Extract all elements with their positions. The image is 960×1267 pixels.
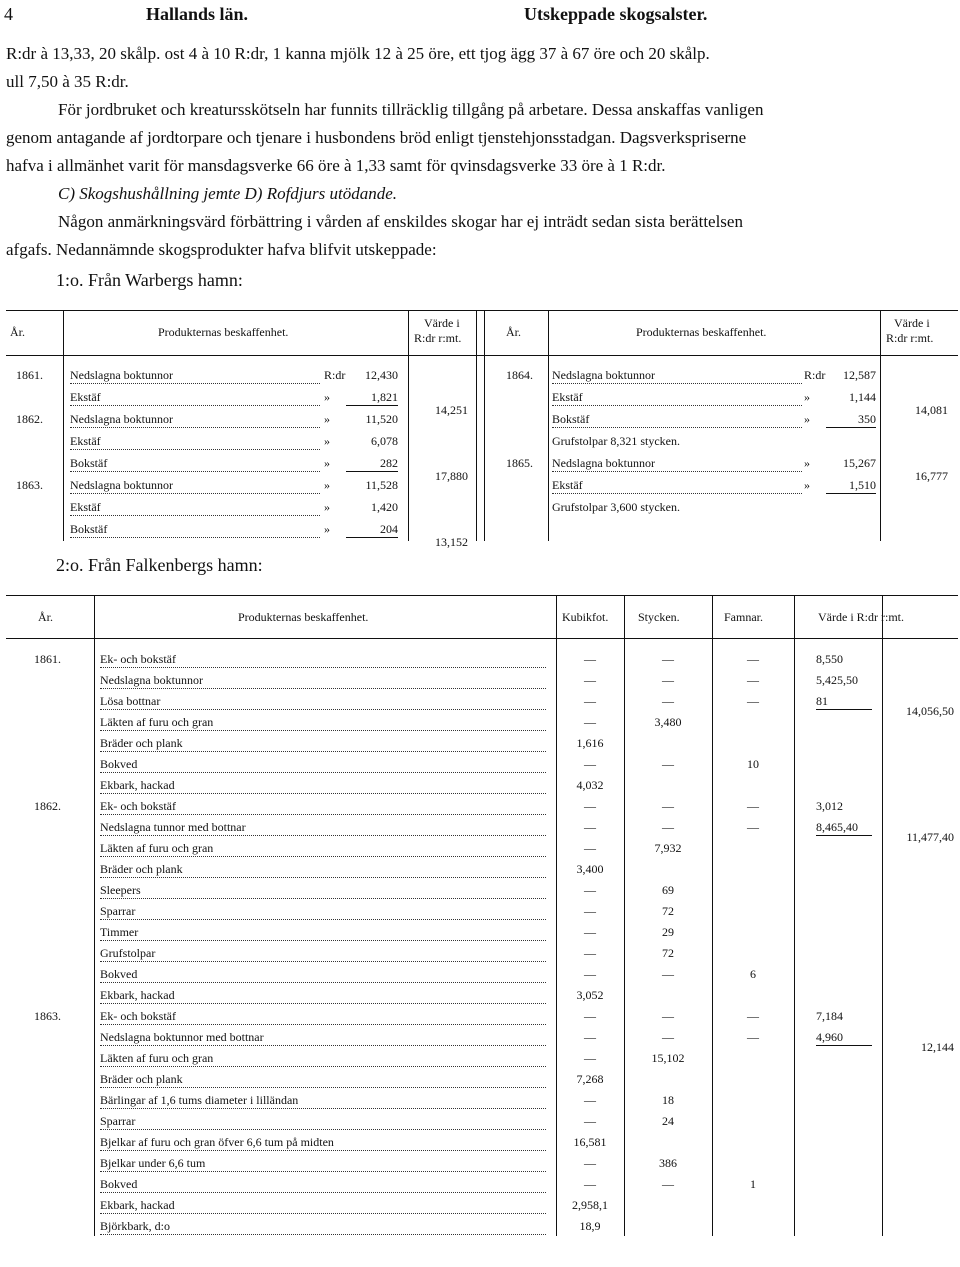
group-total: 12,144 bbox=[921, 1040, 954, 1054]
stycken-cell: — bbox=[662, 799, 674, 813]
product-name: Ek- och bokstäf bbox=[100, 1009, 546, 1025]
kubikfot-cell: — bbox=[584, 694, 596, 708]
stycken-cell: — bbox=[662, 757, 674, 771]
section-heading: C) Skogshushållning jemte D) Rofdjurs utödande. bbox=[58, 184, 398, 203]
famnar-cell: 6 bbox=[750, 967, 756, 981]
header-rule bbox=[6, 355, 958, 356]
text-line: ull 7,50 à 35 R:dr. bbox=[6, 72, 129, 91]
row-year: 1861. bbox=[16, 368, 43, 382]
column-rule bbox=[794, 596, 795, 1236]
product-name: Ekstäf bbox=[552, 390, 802, 406]
value-prefix: » bbox=[804, 412, 810, 426]
product-name: Nedslagna boktunnor bbox=[70, 478, 320, 494]
row-year: 1864. bbox=[506, 368, 533, 382]
kubikfot-cell: — bbox=[584, 799, 596, 813]
group-total: 16,777 bbox=[915, 469, 948, 484]
row-year: 1865. bbox=[506, 456, 533, 470]
stycken-cell: — bbox=[662, 652, 674, 666]
kubikfot-cell: — bbox=[584, 1030, 596, 1044]
col-head-famnar: Famnar. bbox=[724, 610, 763, 624]
product-name: Bokstäf bbox=[70, 522, 320, 538]
kubikfot-cell: — bbox=[584, 1156, 596, 1170]
value-prefix: » bbox=[324, 412, 330, 426]
product-name: Bokved bbox=[100, 967, 546, 983]
stycken-cell: 72 bbox=[662, 946, 674, 960]
kubikfot-cell: — bbox=[584, 925, 596, 939]
value-cell: 15,267 bbox=[843, 456, 876, 470]
column-rule bbox=[712, 596, 713, 1236]
product-name: Bräder och plank bbox=[100, 1072, 546, 1088]
product-name: Timmer bbox=[100, 925, 546, 941]
kubikfot-cell: 16,581 bbox=[573, 1135, 607, 1149]
product-name: Nedslagna boktunnor bbox=[552, 368, 802, 384]
text-line: Någon anmärkningsvärd förbättring i vården af enskildes skogar har ej inträdt sedan sista berättelsen bbox=[58, 212, 743, 231]
kubikfot-cell: — bbox=[584, 820, 596, 834]
product-name: Ekbark, hackad bbox=[100, 778, 546, 794]
value-prefix: » bbox=[804, 478, 810, 492]
product-name: Läkten af furu och gran bbox=[100, 1051, 546, 1067]
header-county: Hallands län. bbox=[146, 4, 249, 24]
kubikfot-cell: — bbox=[584, 883, 596, 897]
product-name: Bokstäf bbox=[552, 412, 802, 428]
value-prefix: R:dr bbox=[324, 368, 346, 382]
product-name: Ek- och bokstäf bbox=[100, 652, 546, 668]
col-head-value: Värde i bbox=[424, 316, 460, 330]
product-name: Bjelkar af furu och gran öfver 6,6 tum på midten bbox=[100, 1135, 546, 1151]
col-head-product: Produkternas beskaffenhet. bbox=[158, 325, 289, 339]
value-prefix: » bbox=[324, 434, 330, 448]
product-name: Bärlingar af 1,6 tums diameter i lilländan bbox=[100, 1093, 546, 1109]
stycken-cell: 7,932 bbox=[654, 841, 682, 855]
value-cell: 1,510 bbox=[826, 478, 876, 494]
page-number: 4 bbox=[4, 4, 13, 24]
row-year: 1863. bbox=[34, 1009, 61, 1023]
product-name: Bjelkar under 6,6 tum bbox=[100, 1156, 546, 1172]
kubikfot-cell: 2,958,1 bbox=[572, 1198, 608, 1212]
famnar-cell: — bbox=[747, 820, 759, 834]
product-name: Ekstäf bbox=[70, 390, 320, 406]
kubikfot-cell: 1,616 bbox=[576, 736, 604, 750]
product-name: Björkbark, d:o bbox=[100, 1219, 546, 1235]
col-head-year: År. bbox=[38, 610, 53, 624]
kubikfot-cell: — bbox=[584, 1177, 596, 1191]
product-name: Ekbark, hackad bbox=[100, 1198, 546, 1214]
famnar-cell: — bbox=[747, 1009, 759, 1023]
value-prefix: » bbox=[324, 456, 330, 470]
product-name: Ekstäf bbox=[552, 478, 802, 494]
value-cell: 3,012 bbox=[816, 799, 843, 813]
falkenberg-table bbox=[6, 595, 958, 1236]
row-year: 1861. bbox=[34, 652, 61, 666]
value-cell: 204 bbox=[346, 522, 398, 538]
col-head-product: Produkternas beskaffenhet. bbox=[238, 610, 369, 624]
product-name: Nedslagna boktunnor med bottnar bbox=[100, 1030, 546, 1046]
kubikfot-cell: — bbox=[584, 1093, 596, 1107]
stycken-cell: 72 bbox=[662, 904, 674, 918]
body-text bbox=[6, 40, 956, 264]
column-rule bbox=[624, 596, 625, 1236]
warberg-table bbox=[6, 310, 958, 550]
kubikfot-cell: — bbox=[584, 946, 596, 960]
col-head-value: Värde i R:dr r:mt. bbox=[818, 610, 904, 624]
kubikfot-cell: 3,052 bbox=[576, 988, 604, 1002]
text-line: För jordbruket och kreatursskötseln har funnits tillräcklig tillgång på arbetare. Dessa anskaffas vanligen bbox=[58, 100, 764, 119]
stycken-cell: — bbox=[662, 1030, 674, 1044]
value-cell: 81 bbox=[816, 694, 872, 710]
col-head-stycken: Stycken. bbox=[638, 610, 680, 624]
header-rule bbox=[6, 638, 958, 639]
column-rule bbox=[548, 311, 549, 541]
product-name: Grufstolpar 3,600 stycken. bbox=[552, 500, 680, 514]
kubikfot-cell: — bbox=[584, 1114, 596, 1128]
section-title-falkenberg: 2:o. Från Falkenbergs hamn: bbox=[56, 555, 263, 575]
column-rule bbox=[408, 311, 409, 541]
product-name: Nedslagna tunnor med bottnar bbox=[100, 820, 546, 836]
kubikfot-cell: — bbox=[584, 1051, 596, 1065]
value-cell: 8,465,40 bbox=[816, 820, 872, 836]
kubikfot-cell: 3,400 bbox=[576, 862, 604, 876]
product-name: Nedslagna boktunnor bbox=[70, 368, 320, 384]
famnar-cell: — bbox=[747, 694, 759, 708]
product-name: Nedslagna boktunnor bbox=[552, 456, 802, 472]
stycken-cell: 15,102 bbox=[651, 1051, 685, 1065]
product-name: Bräder och plank bbox=[100, 862, 546, 878]
col-head-value: R:dr r:mt. bbox=[886, 331, 934, 345]
row-year: 1863. bbox=[16, 478, 43, 492]
stycken-cell: — bbox=[662, 694, 674, 708]
group-total: 14,251 bbox=[435, 403, 468, 418]
stycken-cell: 29 bbox=[662, 925, 674, 939]
value-cell: 350 bbox=[826, 412, 876, 428]
product-name: Grufstolpar bbox=[100, 946, 546, 962]
section-title-warberg: 1:o. Från Warbergs hamn: bbox=[56, 270, 243, 290]
col-head-value: Värde i bbox=[894, 316, 930, 330]
value-cell: 5,425,50 bbox=[816, 673, 858, 687]
famnar-cell: — bbox=[747, 799, 759, 813]
product-name: Ek- och bokstäf bbox=[100, 799, 546, 815]
stycken-cell: 18 bbox=[662, 1093, 674, 1107]
product-name: Lösa bottnar bbox=[100, 694, 546, 710]
kubikfot-cell: 18,9 bbox=[579, 1219, 601, 1233]
product-name: Grufstolpar 8,321 stycken. bbox=[552, 434, 680, 448]
group-total: 17,880 bbox=[435, 469, 468, 484]
value-cell: 1,144 bbox=[849, 390, 876, 404]
value-prefix: » bbox=[804, 390, 810, 404]
text-line: hafva i allmänhet varit för mansdagsverke 66 öre à 1,33 samt för qvinsdagsverke 33 öre à 1 R:dr. bbox=[6, 156, 666, 175]
product-name: Nedslagna boktunnor bbox=[70, 412, 320, 428]
stycken-cell: — bbox=[662, 1177, 674, 1191]
stycken-cell: — bbox=[662, 967, 674, 981]
product-name: Sparrar bbox=[100, 904, 546, 920]
product-name: Ekstäf bbox=[70, 500, 320, 516]
value-prefix: » bbox=[324, 500, 330, 514]
value-cell: 11,528 bbox=[365, 478, 398, 492]
stycken-cell: — bbox=[662, 1009, 674, 1023]
kubikfot-cell: 7,268 bbox=[576, 1072, 604, 1086]
stycken-cell: 3,480 bbox=[654, 715, 682, 729]
kubikfot-cell: — bbox=[584, 673, 596, 687]
famnar-cell: — bbox=[747, 652, 759, 666]
kubikfot-cell: — bbox=[584, 652, 596, 666]
value-cell: 1,420 bbox=[371, 500, 398, 514]
value-cell: 282 bbox=[346, 456, 398, 472]
kubikfot-cell: — bbox=[584, 904, 596, 918]
page-header bbox=[0, 0, 960, 34]
product-name: Läkten af furu och gran bbox=[100, 841, 546, 857]
product-name: Ekstäf bbox=[70, 434, 320, 450]
text-line: afgafs. Nedannämnde skogsprodukter hafva blifvit utskeppade: bbox=[6, 240, 437, 259]
stycken-cell: — bbox=[662, 820, 674, 834]
value-prefix: » bbox=[324, 390, 330, 404]
kubikfot-cell: — bbox=[584, 967, 596, 981]
column-rule bbox=[882, 596, 883, 1236]
group-total: 14,056,50 bbox=[906, 704, 954, 718]
product-name: Bokved bbox=[100, 1177, 546, 1193]
column-rule bbox=[880, 311, 881, 541]
product-name: Ekbark, hackad bbox=[100, 988, 546, 1004]
value-cell: 1,821 bbox=[346, 390, 398, 406]
row-year: 1862. bbox=[34, 799, 61, 813]
famnar-cell: — bbox=[747, 673, 759, 687]
value-cell: 7,184 bbox=[816, 1009, 843, 1023]
kubikfot-cell: — bbox=[584, 1009, 596, 1023]
value-cell: 12,430 bbox=[365, 368, 398, 382]
kubikfot-cell: 4,032 bbox=[576, 778, 604, 792]
col-head-year: År. bbox=[506, 325, 521, 339]
product-name: Bräder och plank bbox=[100, 736, 546, 752]
value-cell: 12,587 bbox=[843, 368, 876, 382]
product-name: Sleepers bbox=[100, 883, 546, 899]
value-prefix: » bbox=[804, 456, 810, 470]
stycken-cell: 69 bbox=[662, 883, 674, 897]
col-head-value: R:dr r:mt. bbox=[414, 331, 462, 345]
value-prefix: R:dr bbox=[804, 368, 826, 382]
product-name: Nedslagna boktunnor bbox=[100, 673, 546, 689]
column-rule bbox=[476, 311, 477, 541]
product-name: Läkten af furu och gran bbox=[100, 715, 546, 731]
value-cell: 4,960 bbox=[816, 1030, 872, 1046]
row-year: 1862. bbox=[16, 412, 43, 426]
product-name: Bokstäf bbox=[70, 456, 320, 472]
stycken-cell: 24 bbox=[662, 1114, 674, 1128]
famnar-cell: 1 bbox=[750, 1177, 756, 1191]
column-rule bbox=[63, 311, 64, 541]
group-total: 14,081 bbox=[915, 403, 948, 418]
column-rule bbox=[484, 311, 485, 541]
value-cell: 6,078 bbox=[371, 434, 398, 448]
famnar-cell: 10 bbox=[747, 757, 759, 771]
group-total: 11,477,40 bbox=[906, 830, 954, 844]
header-section: Utskeppade skogsalster. bbox=[524, 4, 708, 24]
stycken-cell: — bbox=[662, 673, 674, 687]
stycken-cell: 386 bbox=[659, 1156, 677, 1170]
text-line: R:dr à 13,33, 20 skålp. ost 4 à 10 R:dr, 1 kanna mjölk 12 à 25 öre, ett tjog ägg 37 à 67 öre och 20 skålp. bbox=[6, 44, 710, 63]
product-name: Bokved bbox=[100, 757, 546, 773]
product-name: Sparrar bbox=[100, 1114, 546, 1130]
col-head-product: Produkternas beskaffenhet. bbox=[636, 325, 767, 339]
value-prefix: » bbox=[324, 478, 330, 492]
kubikfot-cell: — bbox=[584, 841, 596, 855]
value-cell: 11,520 bbox=[365, 412, 398, 426]
column-rule bbox=[94, 596, 95, 1236]
famnar-cell: — bbox=[747, 1030, 759, 1044]
value-cell: 8,550 bbox=[816, 652, 843, 666]
column-rule bbox=[556, 596, 557, 1236]
group-total: 13,152 bbox=[435, 535, 468, 550]
kubikfot-cell: — bbox=[584, 757, 596, 771]
kubikfot-cell: — bbox=[584, 715, 596, 729]
col-head-year: År. bbox=[10, 325, 25, 339]
col-head-kubikfot: Kubikfot. bbox=[562, 610, 609, 624]
text-line: genom antagande af jordtorpare och tjenare i husbondens bröd enligt tjenstehjonsstadgan. Dagsverkspriserne bbox=[6, 128, 747, 147]
value-prefix: » bbox=[324, 522, 330, 536]
